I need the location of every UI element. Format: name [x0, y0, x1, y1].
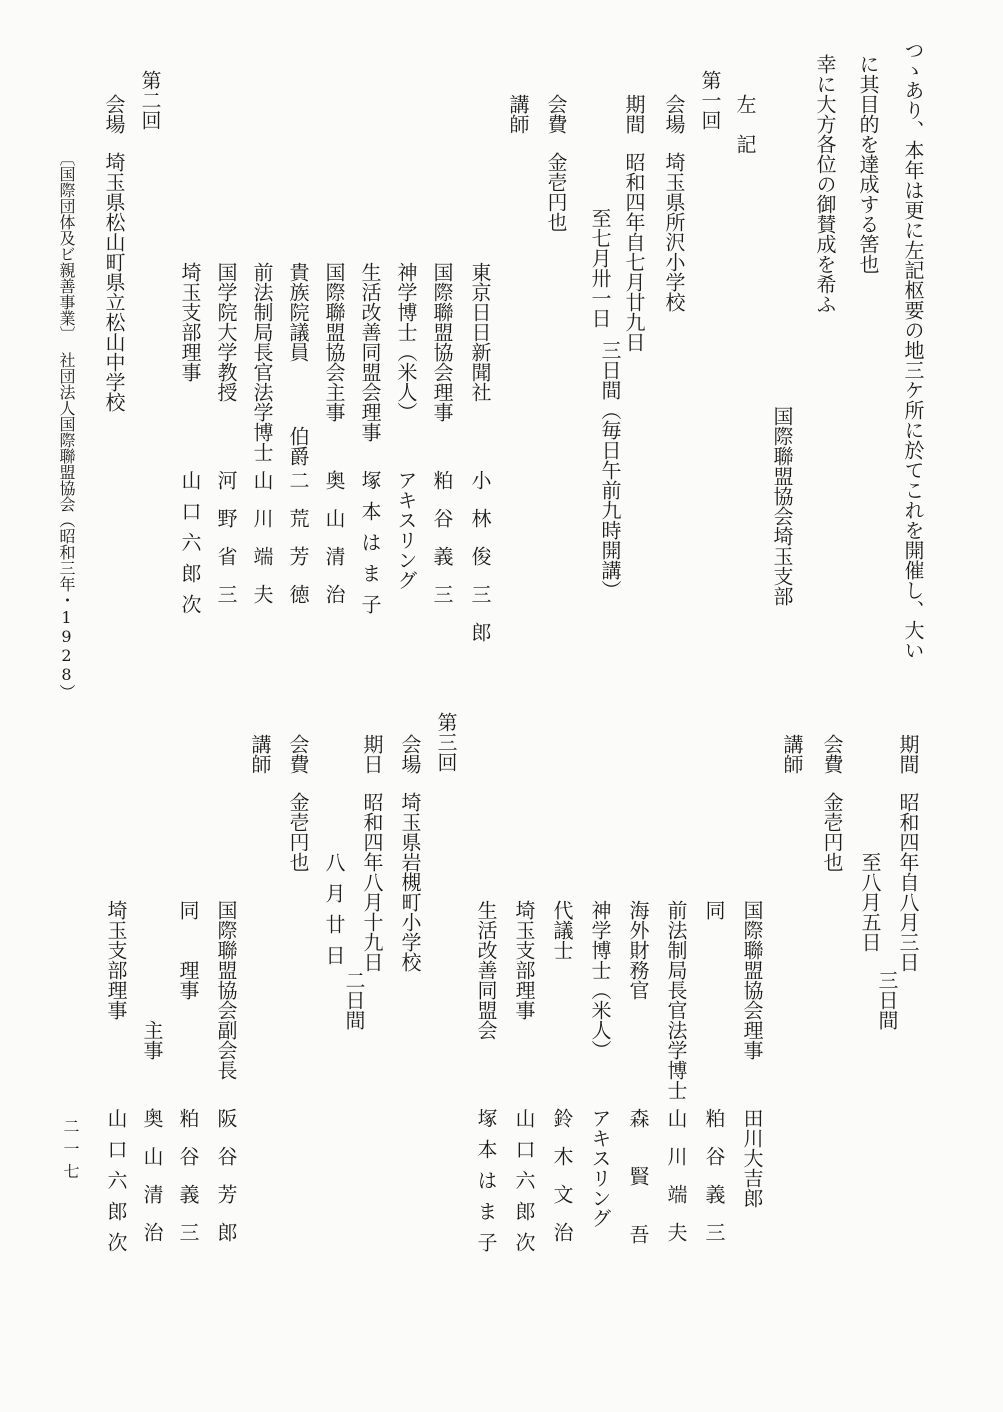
session1-period-start: 昭和四年自七月廿九日 [622, 152, 646, 352]
session3-venue: 埼玉県岩槻町小学校 [398, 792, 422, 972]
s1-lecturer-title: 国際聯盟協会主事 [322, 262, 346, 422]
s1-lecturer-name: 奥山清治 [322, 470, 346, 622]
s1-lecturer-name: 小林俊三郎 [468, 470, 492, 660]
session3-lecturer-label: 講師 [248, 734, 272, 774]
s3-lecturer-name: 粕谷義三 [176, 1108, 200, 1260]
session2-fee: 金壱円也 [820, 792, 844, 872]
s1-lecturer-name: 二荒芳徳 [286, 470, 310, 622]
session3-venue-label: 会場 [398, 734, 422, 774]
session3-heading: 第三回 [434, 712, 458, 772]
session2-lecturer-label: 講師 [780, 734, 804, 774]
s2-lecturer-title: 埼玉支部理事 [512, 900, 536, 1020]
session1-period-label: 期間 [622, 94, 646, 134]
s1-lecturer-title: 生活改善同盟会理事 [358, 262, 382, 442]
s3-lecturer-title: 同 理事 [176, 900, 200, 1000]
s1-lecturer-name: 山川端夫 [250, 470, 274, 622]
s2-lecturer-name: 鈴木文治 [550, 1108, 574, 1260]
intro-line-2: に其目的を達成する筈也 [856, 54, 880, 274]
organization-name: 国際聯盟協会埼玉支部 [770, 406, 794, 606]
s2-lecturer-title: 海外財務官 [626, 900, 650, 1000]
session3-date-end: 八月廿日 [322, 852, 346, 976]
s1-lecturer-name: 河野省三 [214, 470, 238, 622]
s1-lecturer-name: 塚本はま子 [358, 470, 382, 625]
s2-lecturer-name: 田川大吉郎 [740, 1108, 764, 1208]
s1-lecturer-rank: 伯爵 [286, 426, 310, 466]
s2-lecturer-name: 塚本はま子 [474, 1108, 498, 1263]
s3-lecturer-name: 阪谷芳郎 [214, 1108, 238, 1260]
session1-fee: 金壱円也 [544, 152, 568, 232]
s3-lecturer-title: 国際聯盟協会副会長 [214, 900, 238, 1080]
s3-lecturer-name: 奥山清治 [140, 1108, 164, 1260]
session3-fee-label: 会費 [286, 734, 310, 774]
session2-duration: 三日間 [875, 970, 899, 1030]
s1-lecturer-title: 貴族院議員 [286, 262, 310, 362]
session3-duration: 二日間 [342, 970, 366, 1030]
session2-heading: 第二回 [138, 70, 162, 130]
session2-period-end: 至八月五日 [858, 852, 882, 952]
session2-period-start: 昭和四年自八月三日 [896, 792, 920, 972]
session2-venue: 埼玉県松山町県立松山中学校 [102, 152, 126, 412]
session1-lecturer-label: 講師 [506, 94, 530, 134]
s2-lecturer-title: 代議士 [550, 900, 574, 960]
s3-lecturer-title: 埼玉支部理事 [104, 900, 128, 1020]
s2-lecturer-name: 山口六郎次 [512, 1108, 536, 1263]
s1-lecturer-title: 埼玉支部理事 [178, 262, 202, 382]
s1-lecturer-name: 山口六郎次 [178, 470, 202, 625]
s1-lecturer-title: 神学博士（米人） [394, 262, 418, 422]
session1-period-end: 至七月卅一日 [588, 208, 612, 328]
s3-lecturer-title: 主事 [140, 1020, 164, 1060]
s2-lecturer-title: 生活改善同盟会 [474, 900, 498, 1040]
intro-line-1: つゝあり、本年は更に左記枢要の地三ケ所に於てこれを開催し、大い [901, 40, 925, 660]
session1-heading: 第一回 [698, 70, 722, 130]
s2-lecturer-title: 同 [702, 900, 726, 920]
session2-fee-label: 会費 [820, 734, 844, 774]
s1-lecturer-name: 粕谷義三 [430, 470, 454, 622]
s1-lecturer-title: 国際聯盟協会理事 [430, 262, 454, 422]
session3-date-start: 昭和四年八月十九日 [360, 792, 384, 972]
s3-lecturer-name: 山口六郎次 [104, 1108, 128, 1263]
session2-period-label: 期間 [896, 734, 920, 774]
s2-lecturer-name: 山川端夫 [664, 1108, 688, 1260]
session1-fee-label: 会費 [544, 94, 568, 134]
s2-lecturer-name: 粕谷義三 [702, 1108, 726, 1260]
session3-date-label: 期日 [360, 734, 384, 774]
s1-lecturer-title: 東京日日新聞社 [468, 262, 492, 402]
s1-lecturer-name: アキスリング [394, 470, 418, 590]
session1-venue: 埼玉県所沢小学校 [662, 152, 686, 312]
s2-lecturer-title: 前法制局長官法学博士 [664, 900, 688, 1100]
s2-lecturer-name: アキスリング [588, 1108, 612, 1228]
s1-lecturer-title: 国学院大学教授 [214, 262, 238, 402]
session1-venue-label: 会場 [662, 94, 686, 134]
session2-venue-label: 会場 [102, 94, 126, 134]
footer-source: 社団法人国際聯盟協会（昭和三年・1928） [57, 352, 76, 700]
session1-duration: 三日間（毎日午前九時開講） [598, 340, 622, 600]
s2-lecturer-title: 国際聯盟協会理事 [740, 900, 764, 1060]
s2-lecturer-name: 森賢吾 [626, 1108, 650, 1282]
session3-fee: 金壱円也 [286, 792, 310, 872]
intro-line-3: 幸に大方各位の御賛成を希ふ [813, 54, 837, 314]
s2-lecturer-title: 神学博士（米人） [588, 900, 612, 1060]
footer-category: 〔国際団体及ビ親善事業〕 [57, 150, 76, 342]
page-number: 二一七 [61, 1118, 80, 1186]
saki-heading: 左 記 [733, 94, 757, 154]
s1-lecturer-title: 前法制局長官法学博士 [250, 262, 274, 462]
